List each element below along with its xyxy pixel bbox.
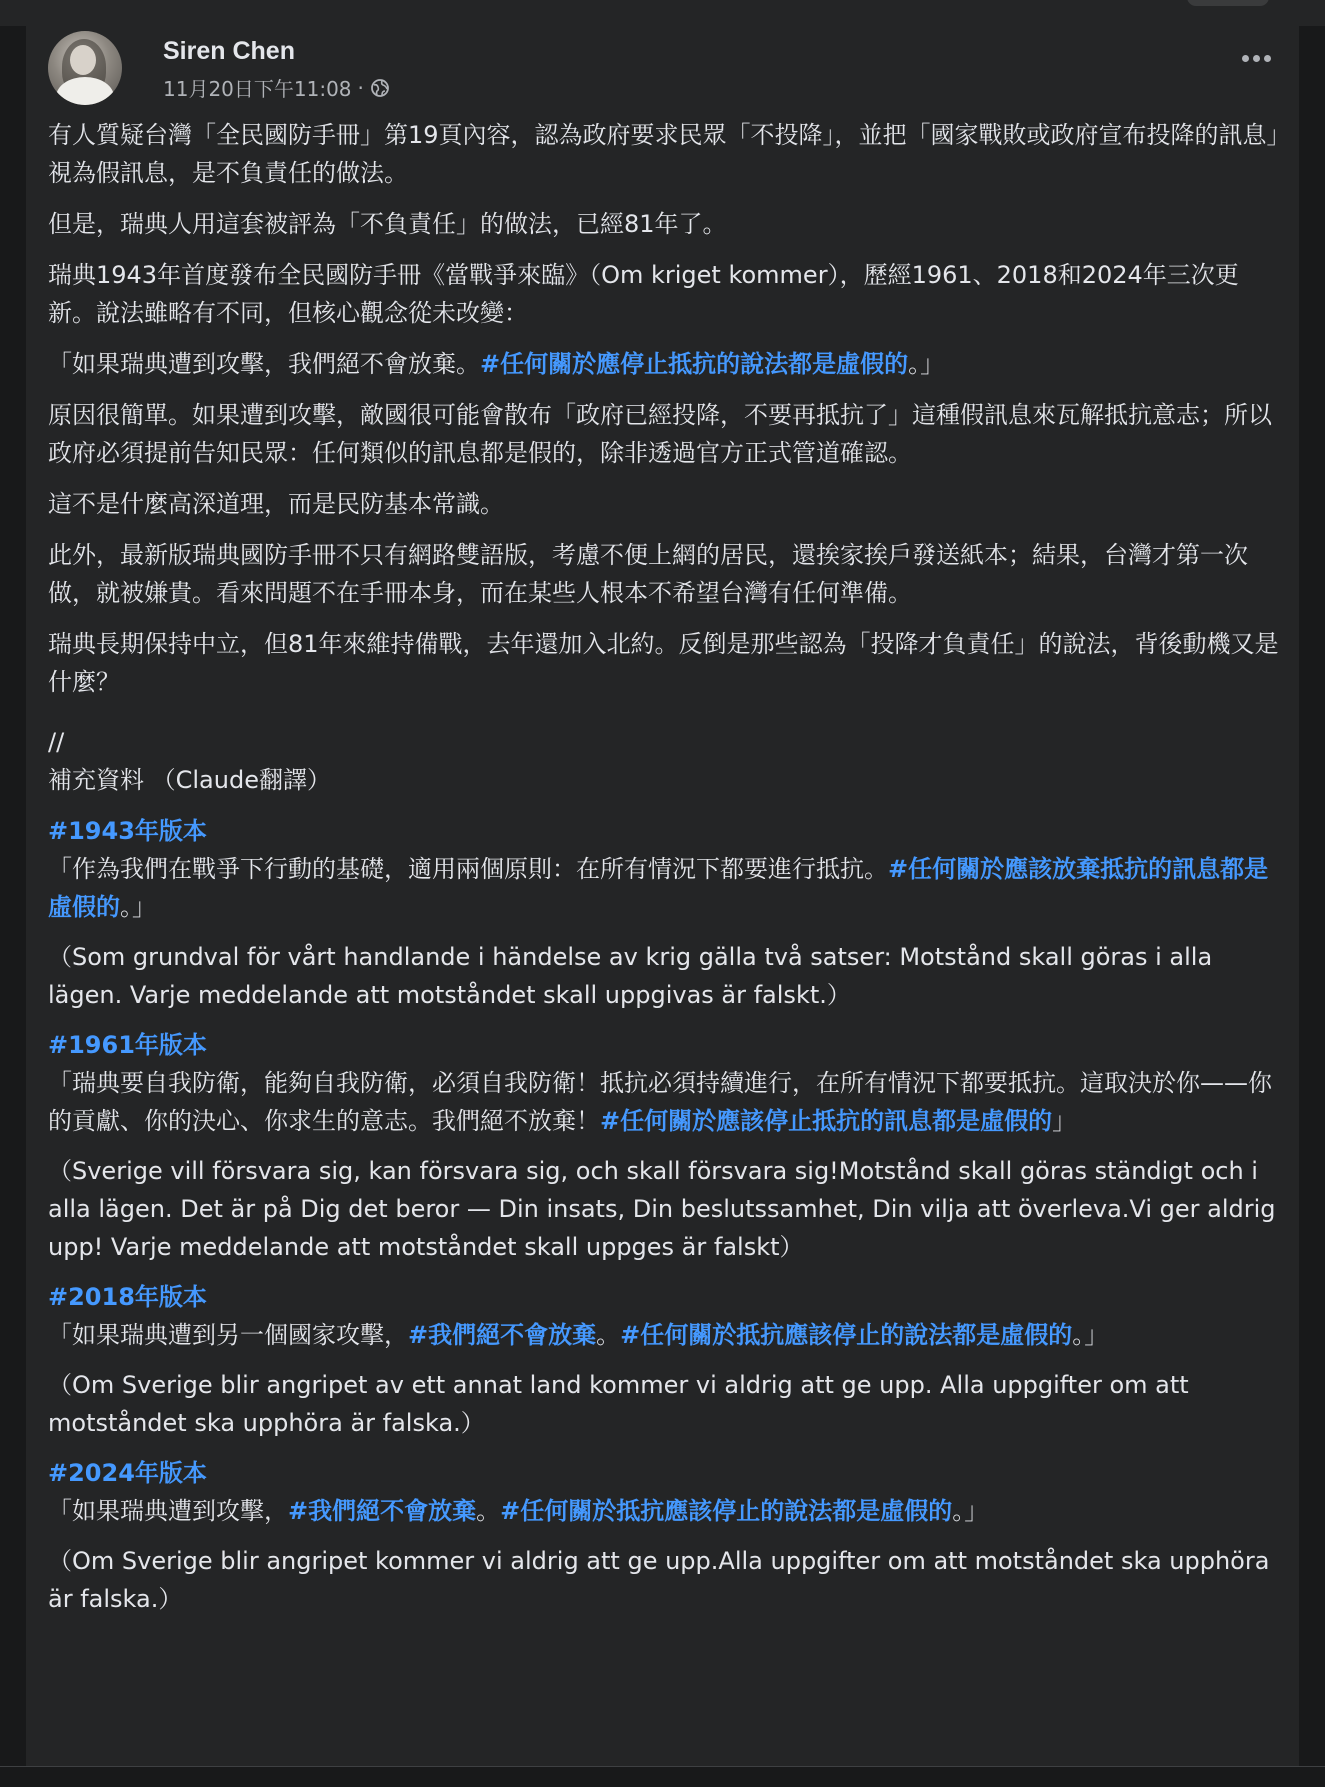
hashtag-link[interactable]: #任何關於應停止抵抗的說法都是虛假的 <box>480 350 909 378</box>
version-quote <box>48 1492 1280 1530</box>
post-header <box>48 29 1278 105</box>
version-sections <box>48 812 1280 1618</box>
post-paragraph <box>48 625 1280 701</box>
version-original-text: （Som grundval för vårt handlande i händelse av krig gälla två satser: Motstånd skall göras i alla lägen. Varje meddelande att motståndet skall uppgivas är falskt.） <box>48 943 1213 1009</box>
version-section <box>48 1026 1280 1266</box>
hashtag-link[interactable]: #任何關於應該停止抵抗的訊息都是虛假的 <box>600 1107 1053 1135</box>
bottom-strip <box>0 1766 1325 1787</box>
paragraph-text: 瑞典1943年首度發布全民國防手冊《當戰爭來臨》（Om kriget kommer），歷經1961、2018和2024年三次更新。說法雖略有不同，但核心觀念從未改變： <box>48 261 1239 327</box>
paragraph-text: 有人質疑台灣「全民國防手冊」第19頁內容，認為政府要求民眾「不投降」，並把「國家戰敗或政府宣布投降的訊息」視為假訊息，是不負責任的做法。 <box>48 121 1279 187</box>
version-original-text: （Om Sverige blir angripet av ett annat land kommer vi aldrig att ge upp. Alla uppgifter om att motståndet ska upphöra är falska.） <box>48 1371 1189 1437</box>
version-original-text: （Om Sverige blir angripet kommer vi aldrig att ge upp.Alla uppgifter om att motståndet ska upphöra är falska.） <box>48 1547 1270 1613</box>
post-paragraph <box>48 116 1280 192</box>
paragraph-text: 瑞典長期保持中立，但81年來維持備戰，去年還加入北約。反倒是那些認為「投降才負責任」的說法，背後動機又是什麼？ <box>48 630 1279 696</box>
meta-separator: · <box>357 75 364 100</box>
post-paragraphs <box>48 116 1280 701</box>
paragraph-text: 原因很簡單。如果遭到攻擊，敵國很可能會散布「政府已經投降，不要再抵抗了」這種假訊息來瓦解抵抗意志；所以政府必須提前告知民眾：任何類似的訊息都是假的，除非透過官方正式管道確認。 <box>48 401 1272 467</box>
paragraph-text: 。 <box>476 1497 501 1525</box>
post-paragraph <box>48 256 1280 332</box>
post-card <box>26 26 1299 1781</box>
hashtag-link[interactable]: #任何關於抵抗應該停止的說法都是虛假的 <box>500 1497 953 1525</box>
post-paragraph <box>48 485 1280 523</box>
version-hashtag[interactable]: #2018年版本 <box>48 1283 207 1311</box>
author-name[interactable]: Siren Chen <box>163 37 295 65</box>
version-original-text: （Sverige vill försvara sig, kan försvara sig, och skall försvara sig!Motstånd skall göras ständigt och i alla lägen. Det är på Dig det beror — Din insats, Din beslutssamhet, Din vilja att överleva.Vi ger aldrig upp! Varje meddelande att motståndet skall uppges är falskt） <box>48 1157 1276 1261</box>
avatar[interactable] <box>48 31 122 105</box>
hashtag-link[interactable]: #任何關於應該放棄抵抗的訊息都是虛假的 <box>48 855 1269 921</box>
top-button-edge[interactable] <box>1187 0 1269 6</box>
paragraph-text: 這不是什麼高深道理，而是民防基本常識。 <box>48 490 504 518</box>
paragraph-text: 」 <box>1052 1107 1077 1135</box>
paragraph-text: 「作為我們在戰爭下行動的基礎，適用兩個原則：在所有情況下都要進行抵抗。 <box>48 855 888 883</box>
paragraph-text: 「瑞典要自我防衛，能夠自我防衛，必須自我防衛！抵抗必須持續進行，在所有情況下都要抵抗。這取決於你——你的貢獻、你的決心、你求生的意志。我們絕不放棄！ <box>48 1069 1272 1135</box>
paragraph-text: 。」 <box>952 1497 989 1525</box>
post-paragraph <box>48 205 1280 243</box>
supplement-heading: 補充資料 （Claude翻譯） <box>48 766 331 794</box>
post-timestamp[interactable]: 11月20日下午11:08 <box>163 77 352 101</box>
version-quote <box>48 1064 1280 1140</box>
paragraph-text: 「如果瑞典遭到攻擊， <box>48 1497 288 1525</box>
paragraph-text: 此外，最新版瑞典國防手冊不只有網路雙語版，考慮不便上網的居民，還挨家挨戶發送紙本；結果，台灣才第一次做，就被嫌貴。看來問題不在手冊本身，而在某些人根本不希望台灣有任何準備。 <box>48 541 1248 607</box>
version-hashtag[interactable]: #1961年版本 <box>48 1031 207 1059</box>
version-quote <box>48 850 1280 926</box>
post-paragraph <box>48 345 1280 383</box>
version-hashtag[interactable]: #1943年版本 <box>48 817 207 845</box>
more-horizontal-icon <box>1242 55 1249 62</box>
top-strip <box>0 0 1325 26</box>
paragraph-text: 。」 <box>1072 1321 1109 1349</box>
version-quote <box>48 1316 1280 1354</box>
paragraph-text: 。 <box>596 1321 621 1349</box>
version-hashtag[interactable]: #2024年版本 <box>48 1459 207 1487</box>
supplement-divider: // <box>48 728 65 756</box>
post-body <box>48 116 1280 1630</box>
version-section <box>48 812 1280 1014</box>
paragraph-text: 。」 <box>120 893 156 921</box>
globe-icon[interactable] <box>370 78 390 98</box>
post-paragraph <box>48 536 1280 612</box>
version-section <box>48 1454 1280 1618</box>
more-options-button[interactable] <box>1236 43 1276 73</box>
paragraph-text: 但是，瑞典人用這套被評為「不負責任」的做法，已經81年了。 <box>48 210 727 238</box>
version-section <box>48 1278 1280 1442</box>
hashtag-link[interactable]: #我們絕不會放棄 <box>408 1321 597 1349</box>
paragraph-text: 。」 <box>908 350 945 378</box>
paragraph-text: 「如果瑞典遭到攻擊，我們絕不會放棄。 <box>48 350 480 378</box>
hashtag-link[interactable]: #我們絕不會放棄 <box>288 1497 477 1525</box>
hashtag-link[interactable]: #任何關於抵抗應該停止的說法都是虛假的 <box>620 1321 1073 1349</box>
paragraph-text: 「如果瑞典遭到另一個國家攻擊， <box>48 1321 408 1349</box>
post-paragraph <box>48 396 1280 472</box>
post-meta <box>163 73 390 102</box>
